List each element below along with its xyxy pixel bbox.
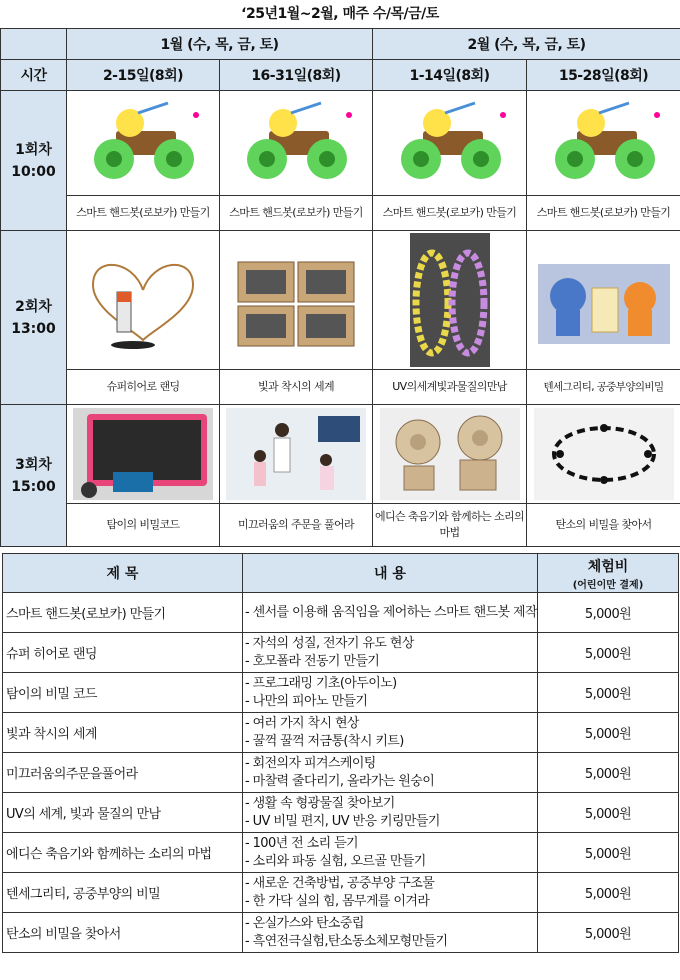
fee-label: 체험비 (587, 558, 629, 575)
content-line: - 마찰력 줄다리기, 올라가는 원숭이 (245, 773, 537, 791)
program-title: 미끄러움의주문을풀어라 (3, 753, 243, 793)
table-row (3, 753, 679, 793)
program-fee: 5,000원 (538, 873, 679, 913)
table-row (3, 873, 679, 913)
session-name: 2회차 (15, 298, 52, 315)
table-row (3, 793, 679, 833)
program-content (243, 633, 538, 673)
table-row (3, 713, 679, 753)
content-line: - 회전의자 피겨스케이팅 (245, 755, 537, 773)
content-line: - 100년 전 소리 듣기 (245, 835, 537, 853)
program-caption: 슈퍼히어로 랜딩 (67, 370, 220, 405)
content-line: - 꿀꺽 꿀꺽 저금통(착시 키트) (245, 733, 537, 751)
program-caption: 탄소의 비밀을 찾아서 (527, 504, 680, 547)
tensegrity-toys-image (527, 231, 680, 370)
program-title: 빛과 착시의 세계 (3, 713, 243, 753)
program-caption: 미끄러움의 주문을 풀어라 (220, 504, 373, 547)
program-content (243, 913, 538, 953)
carbon-model-image (527, 405, 680, 504)
table-row (3, 913, 679, 953)
session-3-label (1, 405, 67, 547)
arduino-monitor-image (67, 405, 220, 504)
month-jan-header: 1월 (수, 목, 금, 토) (67, 29, 373, 60)
program-content (243, 673, 538, 713)
content-line: - 한 가닥 실의 힘, 몸무게를 이겨라 (245, 893, 537, 911)
title-column-header: 제 목 (3, 554, 243, 593)
schedule-table (0, 28, 680, 547)
program-fee: 5,000원 (538, 793, 679, 833)
program-fee: 5,000원 (538, 713, 679, 753)
program-content (243, 713, 538, 753)
program-caption: 빛과 착시의 세계 (220, 370, 373, 405)
content-line: - 생활 속 형광물질 찾아보기 (245, 795, 537, 813)
content-line: - 프로그래밍 기초(아두이노) (245, 675, 537, 693)
content-line: - 나만의 피아노 만들기 (245, 693, 537, 711)
fee-column-header (538, 554, 679, 593)
phonograph-kit-image (373, 405, 527, 504)
table-row (3, 593, 679, 633)
program-caption: 텐세그리티, 공중부양의비밀 (527, 370, 680, 405)
program-fee: 5,000원 (538, 913, 679, 953)
program-title: 슈퍼 히어로 랜딩 (3, 633, 243, 673)
program-title: 에디슨 축음기와 함께하는 소리의 마법 (3, 833, 243, 873)
program-fee: 5,000원 (538, 673, 679, 713)
content-line: - 센서를 이용해 움직임을 제어하는 스마트 핸드봇 제작 (245, 604, 537, 622)
month-feb-header: 2월 (수, 목, 금, 토) (373, 29, 680, 60)
program-fee: 5,000원 (538, 593, 679, 633)
table-row (3, 633, 679, 673)
program-caption: UV의세계빛과물질의만남 (373, 370, 527, 405)
program-title: 탐이의 비밀 코드 (3, 673, 243, 713)
program-content (243, 593, 538, 633)
program-caption: 에디슨 축음기와 함께하는 소리의 마법 (373, 504, 527, 547)
table-row (3, 673, 679, 713)
page-title: ‘25년1월~2월, 매주 수/목/금/토 (241, 6, 439, 22)
illusion-boxes-image (220, 231, 373, 370)
program-fee: 5,000원 (538, 633, 679, 673)
program-content (243, 873, 538, 913)
program-content (243, 793, 538, 833)
program-title: 탄소의 비밀을 찾아서 (3, 913, 243, 953)
program-content (243, 833, 538, 873)
content-column-header: 내 용 (243, 554, 538, 593)
program-caption: 탐이의 비밀코드 (67, 504, 220, 547)
session-time: 15:00 (11, 478, 56, 495)
program-fee: 5,000원 (538, 833, 679, 873)
program-title: 텐세그리티, 공중부양의 비밀 (3, 873, 243, 913)
content-line: - 호모폴라 전동기 만들기 (245, 653, 537, 671)
content-line: - 자석의 성질, 전자기 유도 현상 (245, 635, 537, 653)
program-caption: 스마트 핸드봇(로보카) 만들기 (373, 196, 527, 231)
table-row (3, 833, 679, 873)
program-caption: 스마트 핸드봇(로보카) 만들기 (220, 196, 373, 231)
period-header: 16-31일(8회) (220, 60, 373, 91)
content-line: - UV 비밀 편지, UV 반응 키링만들기 (245, 813, 537, 831)
program-fee: 5,000원 (538, 753, 679, 793)
program-title: 스마트 핸드봇(로보카) 만들기 (3, 593, 243, 633)
period-header: 2-15일(8회) (67, 60, 220, 91)
content-line: - 온실가스와 탄소중립 (245, 915, 537, 933)
uv-bead-keyring-image (373, 231, 527, 370)
content-line: - 소리와 파동 실험, 오르골 만들기 (245, 853, 537, 871)
corner-cell (1, 29, 67, 60)
session-time: 13:00 (11, 320, 56, 337)
program-title: UV의 세계, 빛과 물질의 만남 (3, 793, 243, 833)
robocar-image (373, 91, 527, 196)
program-info-table (2, 553, 679, 953)
session-name: 1회차 (15, 141, 52, 158)
time-label: 시간 (1, 60, 67, 91)
fee-note: (어린이만 결제) (572, 579, 644, 591)
content-line: - 여러 가지 착시 현상 (245, 715, 537, 733)
robocar-image (527, 91, 680, 196)
content-line: - 흑연전극실험,탄소동소체모형만들기 (245, 933, 537, 951)
classroom-kids-image (220, 405, 373, 504)
session-time: 10:00 (11, 163, 56, 180)
period-header: 1-14일(8회) (373, 60, 527, 91)
session-1-label (1, 91, 67, 231)
program-content (243, 753, 538, 793)
program-caption: 스마트 핸드봇(로보카) 만들기 (67, 196, 220, 231)
program-caption: 스마트 핸드봇(로보카) 만들기 (527, 196, 680, 231)
session-2-label (1, 231, 67, 405)
robocar-image (220, 91, 373, 196)
period-header: 15-28일(8회) (527, 60, 680, 91)
session-name: 3회차 (15, 456, 52, 473)
content-line: - 새로운 건축방법, 공중부양 구조물 (245, 875, 537, 893)
robocar-image (67, 91, 220, 196)
heart-wire-battery-image (67, 231, 220, 370)
